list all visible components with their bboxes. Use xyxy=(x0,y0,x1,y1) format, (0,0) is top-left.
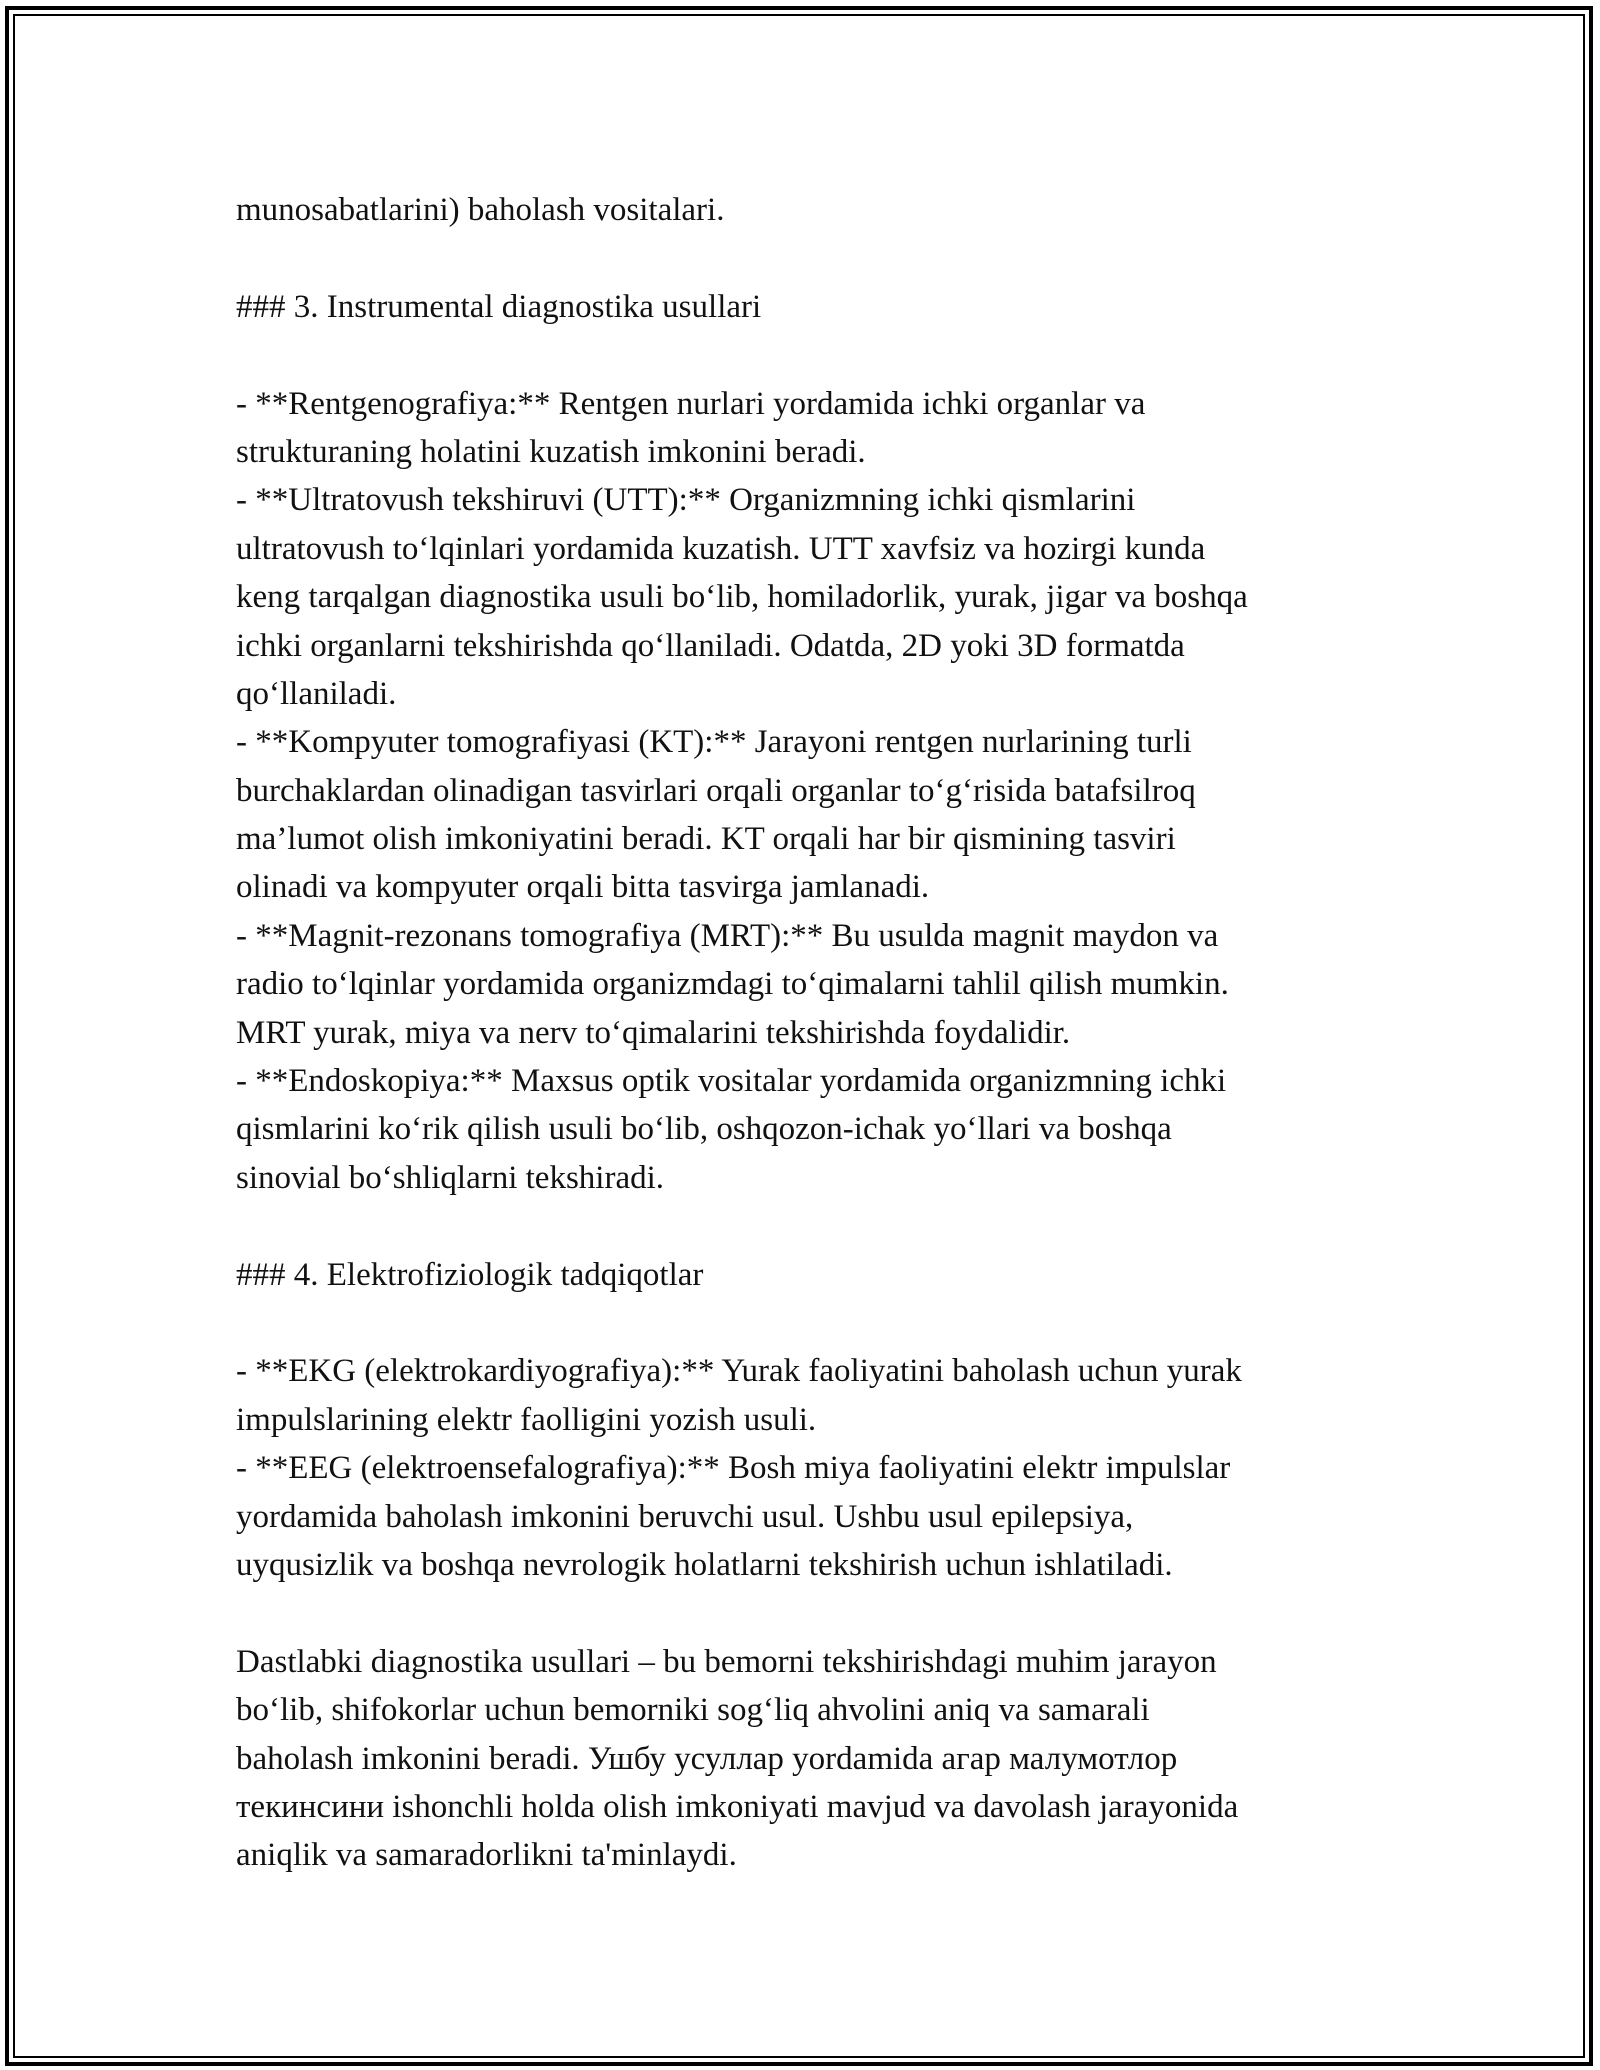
text-line: munosabatlarini) baholash vositalari. xyxy=(236,192,725,228)
text-line: текинсини ishonchli holda olish imkoniyati mavjud va davolash jarayonida xyxy=(236,1788,1239,1825)
text-line: - **Endoskopiya:** Maxsus optik vositalar yordamida organizmning ichki xyxy=(236,1063,1227,1100)
text-line: impulslarining elektr faolligini yozish usuli. xyxy=(236,1401,817,1438)
text-line: aniqlik va samaradorlikni ta'minlaydi. xyxy=(236,1837,737,1874)
blank-line xyxy=(236,234,1376,282)
text-line: strukturaning holatini kuzatish imkonini beradi. xyxy=(236,433,866,470)
text-line: ### 3. Instrumental diagnostika usullari xyxy=(236,288,762,325)
section-heading xyxy=(236,283,1376,331)
section-heading xyxy=(236,1251,1376,1299)
text-line: uyqusizlik va boshqa nevrologik holatlarni tekshirish uchun ishlatiladi. xyxy=(236,1546,1173,1583)
text-line: - **EEG (elektroensefalografiya):** Bosh miya faoliyatini elektr impulslar xyxy=(236,1450,1231,1487)
text-line: burchaklardan olinadigan tasvirlari orqali organlar to‘g‘risida batafsilroq xyxy=(236,772,1196,809)
text-line: radio to‘lqinlar yordamida organizmdagi to‘qimalarni tahlil qilish mumkin. xyxy=(236,966,1229,1003)
blank-line xyxy=(236,1589,1376,1637)
text-line: ichki organlarni tekshirishda qo‘llaniladi. Odatda, 2D yoki 3D formatda xyxy=(236,627,1185,664)
text-line: ma’lumot olish imkoniyatini beradi. KT orqali har bir qismining tasviri xyxy=(236,821,1176,858)
text-line: Dastlabki diagnostika usullari – bu bemorni tekshirishdagi muhim jarayon xyxy=(236,1643,1217,1680)
blank-line xyxy=(236,1202,1376,1250)
text-line: bo‘lib, shifokorlar uchun bemorniki sog‘liq ahvolini aniq va samarali xyxy=(236,1692,1150,1729)
text-line: - **EKG (elektrokardiyografiya):** Yurak faoliyatini baholash uchun yurak xyxy=(236,1353,1242,1390)
blank-line xyxy=(236,331,1376,379)
text-line: yordamida baholash imkonini beruvchi usul. Ushbu usul epilepsiya, xyxy=(236,1498,1134,1535)
text-line: - **Magnit-rezonans tomografiya (MRT):** Bu usulda magnit maydon va xyxy=(236,917,1219,954)
text-line: ### 4. Elektrofiziologik tadqiqotlar xyxy=(236,1256,704,1293)
paragraph xyxy=(236,380,1376,1203)
text-line: keng tarqalgan diagnostika usuli bo‘lib, homiladorlik, yurak, jigar va boshqa xyxy=(236,579,1248,616)
text-line: - **Kompyuter tomografiyasi (KT):** Jarayoni rentgen nurlarining turli xyxy=(236,724,1192,761)
text-line: olinadi va kompyuter orqali bitta tasvirga jamlanadi. xyxy=(236,869,930,906)
text-line: ultratovush to‘lqinlari yordamida kuzatish. UTT xavfsiz va hozirgi kunda xyxy=(236,530,1206,567)
text-line: - **Rentgenografiya:** Rentgen nurlari yordamida ichki organlar va xyxy=(236,385,1146,422)
paragraph xyxy=(236,1347,1376,1589)
text-line: baholash imkonini beradi. Ушбу усуллар yordamida агар малумотлор xyxy=(236,1740,1178,1777)
text-line: qo‘llaniladi. xyxy=(236,675,397,712)
text-line: MRT yurak, miya va nerv to‘qimalarini tekshirishda foydalidir. xyxy=(236,1014,1071,1051)
document-body xyxy=(236,186,1376,1880)
text-line: qismlarini ko‘rik qilish usuli bo‘lib, oshqozon-ichak yo‘llari va boshqa xyxy=(236,1111,1172,1148)
paragraph xyxy=(236,1638,1376,1880)
text-line: - **Ultratovush tekshiruvi (UTT):** Organizmning ichki qismlarini xyxy=(236,482,1136,519)
text-line: sinovial bo‘shliqlarni tekshiradi. xyxy=(236,1159,665,1196)
paragraph xyxy=(236,186,1376,234)
blank-line xyxy=(236,1299,1376,1347)
